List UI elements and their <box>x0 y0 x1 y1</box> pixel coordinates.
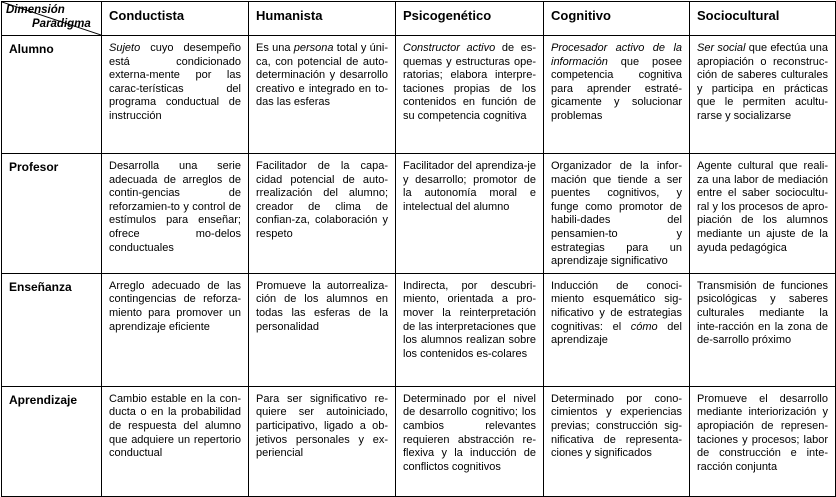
cell-aprendizaje-humanista: Para ser significativo re-quiere ser autoiniciado, participativo, ligado a ob-jetivos personales y ex-periencial <box>249 386 396 496</box>
row-header-ensenanza: Enseñanza <box>2 273 102 386</box>
corner-header-cell <box>2 2 102 36</box>
column-header-psicogenetico: Psicogenético <box>396 2 544 36</box>
cell-alumno-psicogenetico: Constructor activo de es-quemas y estructuras ope-ratorias; elabora interpre-taciones propias de los contenidos en función de su competencia cognitiva <box>396 36 544 154</box>
dimension-label: Dimensión <box>6 4 65 16</box>
cell-alumno-cognitivo: Procesador activo de la información que posee competencia cognitiva para aprender estraté-gicamente y solucionar problemas <box>544 36 690 154</box>
cell-ensenanza-cognitivo: Inducción de conoci-miento esquemático sig-nificativo y de estrategias cognitivas: el cómo del aprendizaje <box>544 273 690 386</box>
cell-ensenanza-humanista: Promueve la autorrealiza-ción de los alumnos en todas las esferas de la personalidad <box>249 273 396 386</box>
cell-aprendizaje-cognitivo: Determinado por cono-cimientos y experiencias previas; construcción sig-nificativa de representa-ciones y significados <box>544 386 690 496</box>
row-header-profesor: Profesor <box>2 154 102 274</box>
cell-profesor-cognitivo: Organizador de la infor-mación que tiende a ser puentes cognitivos, y funge como promotor de habili-dades del pensamien-to y estrategias para un aprendizaje significativo <box>544 154 690 274</box>
column-header-cognitivo: Cognitivo <box>544 2 690 36</box>
cell-profesor-psicogenetico: Facilitador del aprendiza-je y desarrollo; promotor de la autonomía moral e intelectual del alumno <box>396 154 544 274</box>
cell-profesor-humanista: Facilitador de la capa-cidad potencial de auto-rrealización del alumno; creador de clima de confian-za, colaboración y respeto <box>249 154 396 274</box>
paradigms-matrix-table <box>1 1 836 497</box>
cell-alumno-conductista: Sujeto cuyo desempeño está condicionado externa-mente por las carac-terísticas del programa conductual de instrucción <box>102 36 249 154</box>
cell-profesor-sociocultural: Agente cultural que reali-za una labor de mediación entre el saber sociocultu-ral y los procesos de apro-piación de los alumnos mediante un ajuste de la ayuda pedagógica <box>690 154 836 274</box>
paradigm-label: Paradigma <box>32 18 91 30</box>
table-row <box>2 273 836 386</box>
cell-ensenanza-conductista: Arreglo adecuado de las contingencias de reforza-miento para promover un aprendizaje eficiente <box>102 273 249 386</box>
cell-alumno-sociocultural: Ser social que efectúa una apropiación o reconstruc-ción de saberes culturales y participa en prácticas que le permiten acultu-rarse y socializarse <box>690 36 836 154</box>
cell-aprendizaje-conductista: Cambio estable en la con-ducta o en la probabilidad de respuesta del alumno que adquiere un repertorio conductual <box>102 386 249 496</box>
row-header-alumno: Alumno <box>2 36 102 154</box>
table-row <box>2 36 836 154</box>
column-header-conductista: Conductista <box>102 2 249 36</box>
column-header-humanista: Humanista <box>249 2 396 36</box>
cell-ensenanza-sociocultural: Transmisión de funciones psicológicas y saberes culturales mediante la inte-racción en la zona de de-sarrollo próximo <box>690 273 836 386</box>
cell-alumno-humanista: Es una persona total y úni-ca, con potencial de auto-determinación y desarrollo creativo e integrado en to-das las esferas <box>249 36 396 154</box>
table-header-row <box>2 2 836 36</box>
cell-profesor-conductista: Desarrolla una serie adecuada de arreglos de contin-gencias de reforzamien-to y control de estímulos para enseñar; ofrece mo-delos conductuales <box>102 154 249 274</box>
cell-aprendizaje-sociocultural: Promueve el desarrollo mediante interiorización y apropiación de represen-taciones y procesos; labor de construcción e inte-racción conjunta <box>690 386 836 496</box>
row-header-aprendizaje: Aprendizaje <box>2 386 102 496</box>
column-header-sociocultural: Sociocultural <box>690 2 836 36</box>
cell-ensenanza-psicogenetico: Indirecta, por descubri-miento, orientada a pro-mover la reinterpretación de las interpretaciones que los alumnos realizan sobre los contenidos es-colares <box>396 273 544 386</box>
cell-aprendizaje-psicogenetico: Determinado por el nivel de desarrollo cognitivo; los cambios relevantes requieren abstracción re-flexiva y la inducción de conflictos cognitivos <box>396 386 544 496</box>
table-row <box>2 386 836 496</box>
table-row <box>2 154 836 274</box>
document-page <box>0 1 836 491</box>
